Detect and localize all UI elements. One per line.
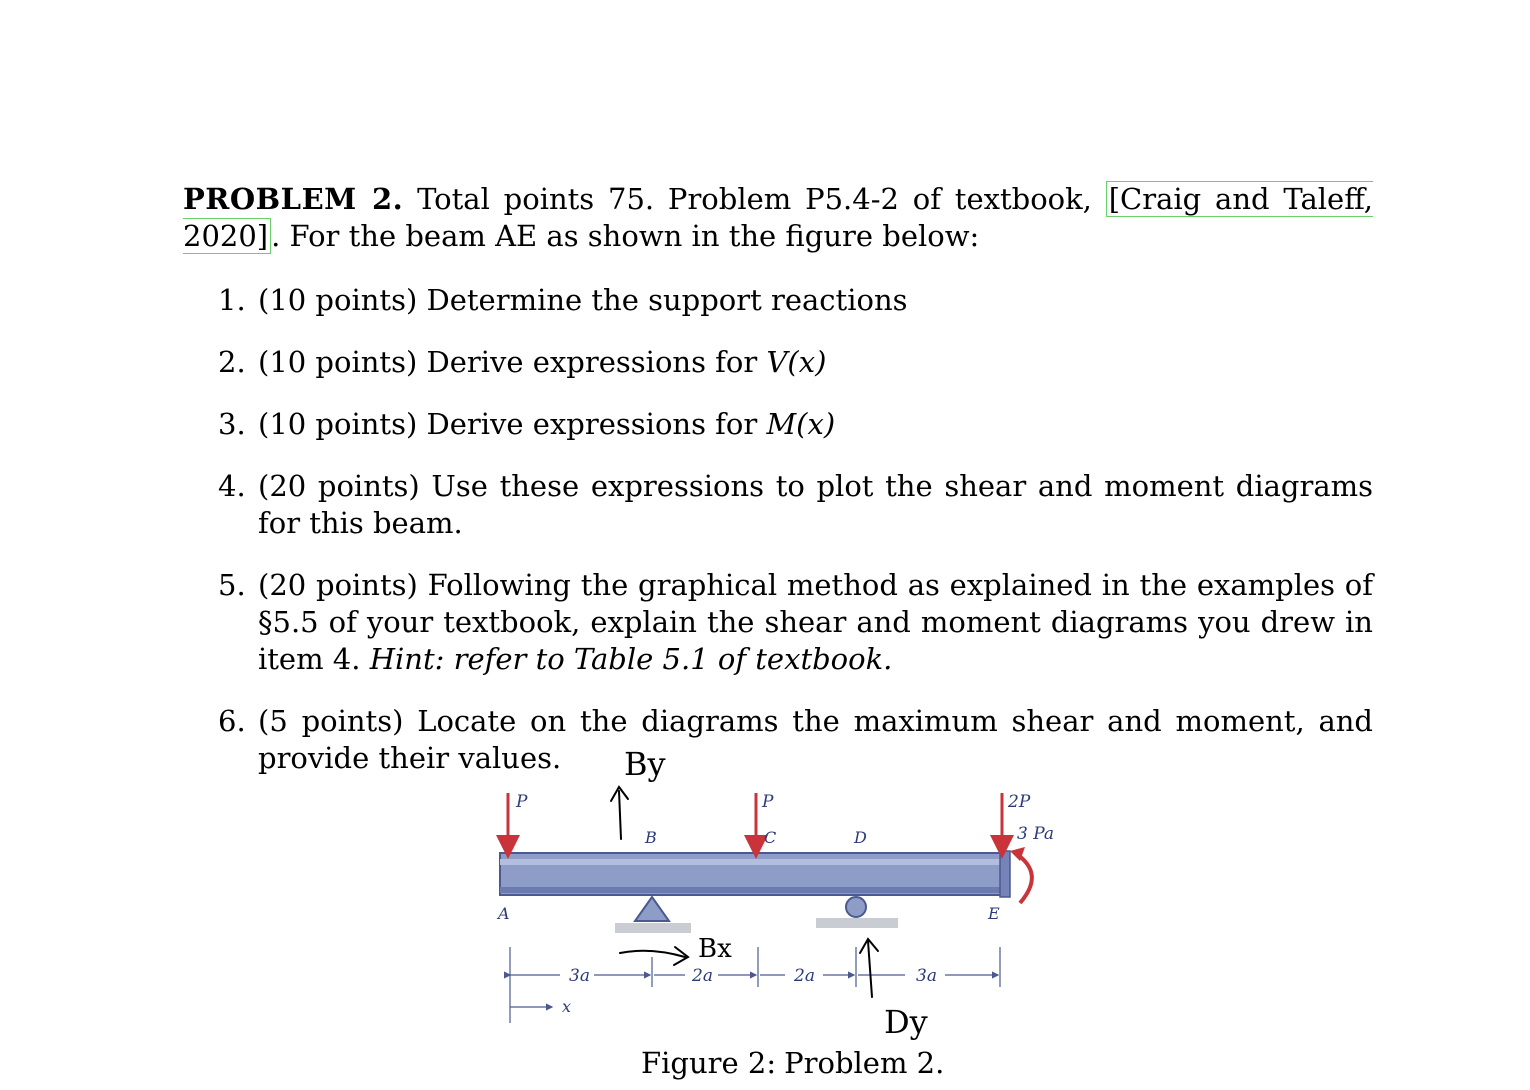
point-label-d: D [854, 828, 867, 847]
moment-arrow [1015, 853, 1032, 903]
ground-b [615, 923, 691, 933]
dim-label-1: 3a [569, 966, 590, 986]
point-label-a: A [498, 904, 510, 923]
roller-support-d [846, 897, 866, 917]
moment-label: 3 Pa [1017, 824, 1055, 844]
point-label-b: B [645, 828, 657, 847]
problem-intro: Total points 75. Problem P5.4-2 of textbook, [417, 182, 1106, 216]
caption-text: Problem 2. [784, 1046, 945, 1080]
load-label-p-c: P [762, 792, 774, 812]
dim-label-2: 2a [692, 966, 713, 986]
point-label-e: E [988, 904, 1000, 923]
beam-flange-top [500, 859, 1005, 865]
pin-support-b [635, 897, 669, 921]
handwritten-dy: Dy [884, 1003, 928, 1041]
list-item: 5. (20 points) Following the graphical method as explained in the examples of §5.5 of your textbook, explain the shear and moment diagrams you drew in item 4. Hint: refer to Table 5.1 of textbook. [218, 568, 1373, 676]
task-list [183, 282, 1373, 802]
problem-intro-end: . For the beam AE as shown in the figure below: [271, 219, 980, 253]
problem-statement [183, 181, 1373, 255]
problem-heading: PROBLEM 2. [183, 182, 404, 216]
beam-end-plate [1000, 851, 1010, 897]
citation-link[interactable]: [Craig and Taleff, 2020] [183, 182, 1374, 253]
dim-label-3: 2a [794, 966, 815, 986]
handwritten-by: By [624, 745, 666, 783]
beam-flange-bottom [500, 887, 1005, 893]
ground-d [816, 918, 898, 928]
list-item: 1. (10 points) Determine the support reactions [218, 283, 908, 317]
handwritten-bx: Bx [698, 934, 732, 964]
point-label-c: C [764, 828, 777, 847]
figure-caption [641, 1046, 952, 1080]
list-item: 4. (20 points) Use these expressions to plot the shear and moment diagrams for this beam. [218, 469, 1373, 540]
list-item: 3. (10 points) Derive expressions for M(x) [218, 407, 836, 441]
axis-label-x: x [562, 997, 572, 1016]
beam-figure [480, 735, 1080, 1045]
dim-label-4: 3a [916, 966, 937, 986]
load-label-p-a: P [516, 792, 528, 812]
load-label-2p: 2P [1008, 792, 1031, 812]
list-item: 2. (10 points) Derive expressions for V(x) [218, 345, 827, 379]
list-item: 6. (5 points) Locate on the diagrams the maximum shear and moment, and provide their values. [218, 704, 1373, 775]
caption-label: Figure 2: [641, 1046, 777, 1080]
